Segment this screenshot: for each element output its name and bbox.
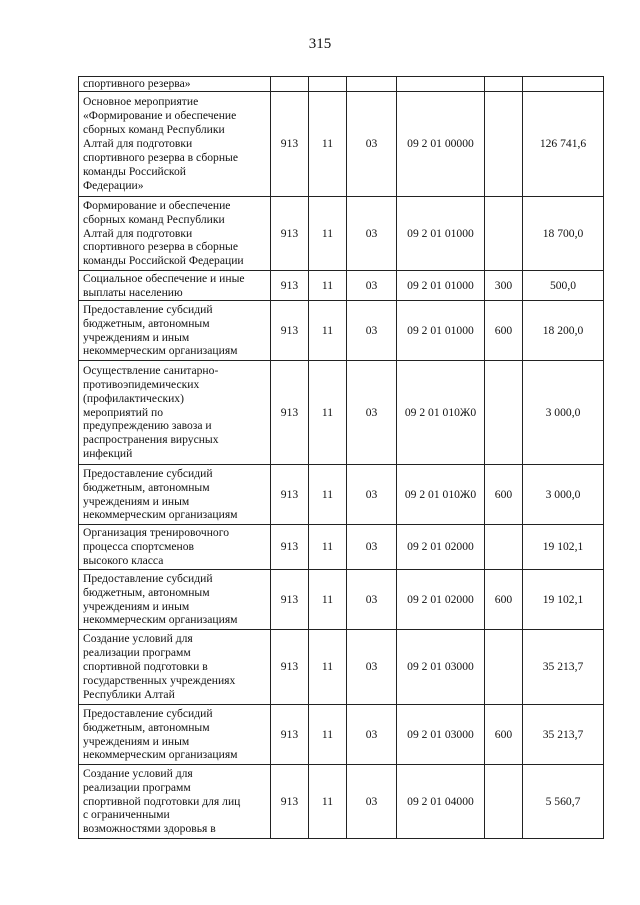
subsection-code: 03 — [347, 271, 397, 301]
expense-type-code: 300 — [485, 271, 523, 301]
table-row — [79, 630, 604, 705]
row-name: спортивного резерва» — [79, 77, 271, 92]
expense-type-code — [485, 525, 523, 570]
expense-type-code: 600 — [485, 705, 523, 765]
table-row — [79, 197, 604, 271]
target-code: 09 2 01 01000 — [397, 301, 485, 361]
ministry-code — [271, 77, 309, 92]
ministry-code: 913 — [271, 525, 309, 570]
table-row — [79, 525, 604, 570]
subsection-code: 03 — [347, 765, 397, 839]
ministry-code: 913 — [271, 465, 309, 525]
amount: 500,0 — [523, 271, 604, 301]
table-row — [79, 570, 604, 630]
amount: 19 102,1 — [523, 570, 604, 630]
section-code: 11 — [309, 301, 347, 361]
amount — [523, 77, 604, 92]
ministry-code: 913 — [271, 301, 309, 361]
subsection-code — [347, 77, 397, 92]
amount: 3 000,0 — [523, 361, 604, 465]
expense-type-code — [485, 197, 523, 271]
row-name: Создание условий для реализации программ спортивной подготовки в государственных учреждениях Республики Алтай — [79, 630, 271, 705]
row-name: Создание условий для реализации программ спортивной подготовки для лиц с ограниченными возможностями здоровья в — [79, 765, 271, 839]
target-code: 09 2 01 02000 — [397, 570, 485, 630]
subsection-code: 03 — [347, 630, 397, 705]
target-code: 09 2 01 01000 — [397, 271, 485, 301]
ministry-code: 913 — [271, 765, 309, 839]
table-row — [79, 361, 604, 465]
target-code: 09 2 01 03000 — [397, 705, 485, 765]
expense-type-code — [485, 361, 523, 465]
subsection-code: 03 — [347, 705, 397, 765]
expense-type-code: 600 — [485, 465, 523, 525]
amount: 35 213,7 — [523, 705, 604, 765]
section-code: 11 — [309, 705, 347, 765]
target-code: 09 2 01 03000 — [397, 630, 485, 705]
ministry-code: 913 — [271, 361, 309, 465]
table-row — [79, 271, 604, 301]
row-name: Предоставление субсидий бюджетным, автономным учреждениям и иным некоммерческим организациям — [79, 570, 271, 630]
subsection-code: 03 — [347, 525, 397, 570]
target-code: 09 2 01 02000 — [397, 525, 485, 570]
amount: 19 102,1 — [523, 525, 604, 570]
subsection-code: 03 — [347, 465, 397, 525]
row-name: Предоставление субсидий бюджетным, автономным учреждениям и иным некоммерческим организациям — [79, 301, 271, 361]
section-code: 11 — [309, 525, 347, 570]
ministry-code: 913 — [271, 271, 309, 301]
target-code: 09 2 01 010Ж0 — [397, 361, 485, 465]
table-row — [79, 765, 604, 839]
row-name: Организация тренировочного процесса спортсменов высокого класса — [79, 525, 271, 570]
subsection-code: 03 — [347, 570, 397, 630]
subsection-code: 03 — [347, 301, 397, 361]
row-name: Основное мероприятие «Формирование и обеспечение сборных команд Республики Алтай для подготовки спортивного резерва в сборные команды Российской Федерации» — [79, 92, 271, 197]
row-name: Осуществление санитарно- противоэпидемических (профилактических) мероприятий по предупреждению завоза и распространения вирусных инфекций — [79, 361, 271, 465]
amount: 3 000,0 — [523, 465, 604, 525]
expense-type-code: 600 — [485, 301, 523, 361]
ministry-code: 913 — [271, 570, 309, 630]
row-name: Формирование и обеспечение сборных команд Республики Алтай для подготовки спортивного резерва в сборные команды Российской Федерации — [79, 197, 271, 271]
expense-type-code — [485, 630, 523, 705]
section-code: 11 — [309, 630, 347, 705]
section-code: 11 — [309, 92, 347, 197]
expense-type-code — [485, 77, 523, 92]
table-row — [79, 705, 604, 765]
target-code: 09 2 01 04000 — [397, 765, 485, 839]
target-code — [397, 77, 485, 92]
section-code: 11 — [309, 197, 347, 271]
ministry-code: 913 — [271, 705, 309, 765]
target-code: 09 2 01 01000 — [397, 197, 485, 271]
ministry-code: 913 — [271, 630, 309, 705]
budget-table — [78, 76, 604, 839]
subsection-code: 03 — [347, 92, 397, 197]
amount: 126 741,6 — [523, 92, 604, 197]
amount: 18 700,0 — [523, 197, 604, 271]
section-code: 11 — [309, 271, 347, 301]
row-name: Предоставление субсидий бюджетным, автономным учреждениям и иным некоммерческим организациям — [79, 465, 271, 525]
table-row — [79, 465, 604, 525]
section-code: 11 — [309, 765, 347, 839]
amount: 5 560,7 — [523, 765, 604, 839]
page-number: 315 — [308, 36, 332, 52]
expense-type-code — [485, 765, 523, 839]
ministry-code: 913 — [271, 197, 309, 271]
section-code: 11 — [309, 570, 347, 630]
subsection-code: 03 — [347, 361, 397, 465]
subsection-code: 03 — [347, 197, 397, 271]
section-code: 11 — [309, 361, 347, 465]
amount: 18 200,0 — [523, 301, 604, 361]
row-name: Предоставление субсидий бюджетным, автономным учреждениям и иным некоммерческим организациям — [79, 705, 271, 765]
expense-type-code — [485, 92, 523, 197]
table-row — [79, 92, 604, 197]
section-code — [309, 77, 347, 92]
target-code: 09 2 01 010Ж0 — [397, 465, 485, 525]
amount: 35 213,7 — [523, 630, 604, 705]
expense-type-code: 600 — [485, 570, 523, 630]
table-row — [79, 301, 604, 361]
row-name: Социальное обеспечение и иные выплаты населению — [79, 271, 271, 301]
table-row — [79, 77, 604, 92]
ministry-code: 913 — [271, 92, 309, 197]
section-code: 11 — [309, 465, 347, 525]
target-code: 09 2 01 00000 — [397, 92, 485, 197]
